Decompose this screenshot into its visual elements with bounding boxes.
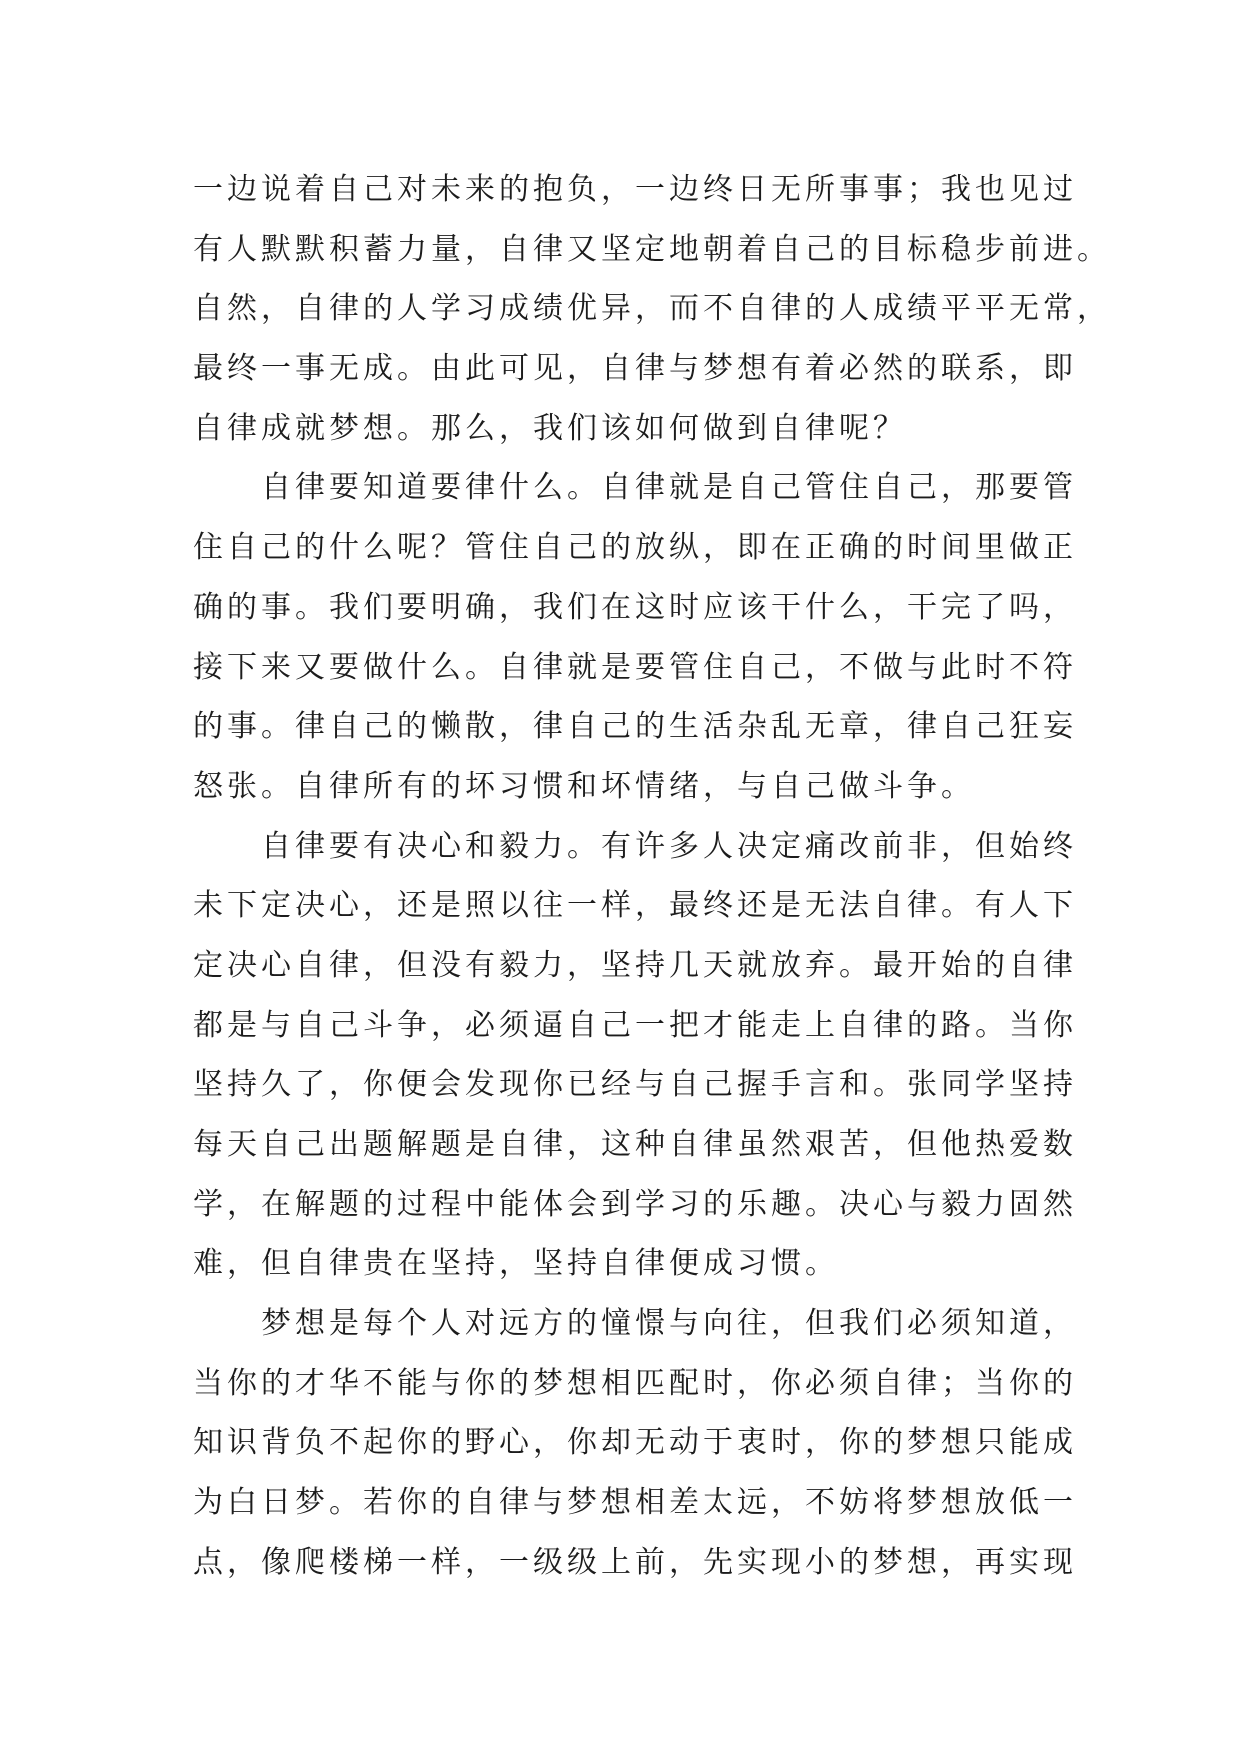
text-line: 接下来又要做什么。自律就是要管住自己，不做与此时不符 bbox=[193, 649, 1077, 685]
text-line: 住自己的什么呢？管住自己的放纵，即在正确的时间里做正 bbox=[193, 530, 1077, 566]
paragraph-first-line: 梦想是每个人对远方的憧憬与向往，但我们必须知道， bbox=[261, 1306, 1077, 1342]
paragraph-first-line: 自律要知道要律什么。自律就是自己管住自己，那要管 bbox=[261, 470, 1077, 506]
text-line: 难，但自律贵在坚持，坚持自律便成习惯。 bbox=[193, 1246, 839, 1282]
text-line: 坚持久了，你便会发现你已经与自己握手言和。张同学坚持 bbox=[193, 1067, 1077, 1103]
essay-body bbox=[193, 160, 1111, 1593]
text-line: 有人默默积蓄力量，自律又坚定地朝着自己的目标稳步前进。 bbox=[193, 231, 1111, 267]
text-line: 每天自己出题解题是自律，这种自律虽然艰苦，但他热爱数 bbox=[193, 1127, 1077, 1162]
text-line: 都是与自己斗争，必须逼自己一把才能走上自律的路。当你 bbox=[193, 1007, 1077, 1043]
text-line: 一边说着自己对未来的抱负，一边终日无所事事；我也见过 bbox=[193, 172, 1077, 207]
text-line: 确的事。我们要明确，我们在这时应该干什么，干完了吗， bbox=[193, 589, 1077, 625]
text-line: 最终一事无成。由此可见，自律与梦想有着必然的联系，即 bbox=[193, 351, 1077, 387]
text-line: 为白日梦。若你的自律与梦想相差太远，不妨将梦想放低一 bbox=[193, 1485, 1077, 1521]
text-line: 当你的才华不能与你的梦想相匹配时，你必须自律；当你的 bbox=[193, 1365, 1077, 1401]
text-line: 自律成就梦想。那么，我们该如何做到自律呢？ bbox=[193, 410, 907, 446]
text-line: 知识背负不起你的野心，你却无动于衷时，你的梦想只能成 bbox=[193, 1425, 1077, 1461]
text-line: 怒张。自律所有的坏习惯和坏情绪，与自己做斗争。 bbox=[193, 768, 975, 804]
text-line: 未下定决心，还是照以往一样，最终还是无法自律。有人下 bbox=[193, 888, 1077, 924]
text-line: 的事。律自己的懒散，律自己的生活杂乱无章，律自己狂妄 bbox=[193, 709, 1077, 745]
text-line: 学，在解题的过程中能体会到学习的乐趣。决心与毅力固然 bbox=[193, 1186, 1077, 1222]
text-line: 定决心自律，但没有毅力，坚持几天就放弃。最开始的自律 bbox=[193, 947, 1077, 983]
text-line: 点，像爬楼梯一样，一级级上前，先实现小的梦想，再实现 bbox=[193, 1544, 1077, 1580]
text-line: 自然，自律的人学习成绩优异，而不自律的人成绩平平无常， bbox=[193, 291, 1111, 327]
paragraph-first-line: 自律要有决心和毅力。有许多人决定痛改前非，但始终 bbox=[261, 828, 1077, 864]
